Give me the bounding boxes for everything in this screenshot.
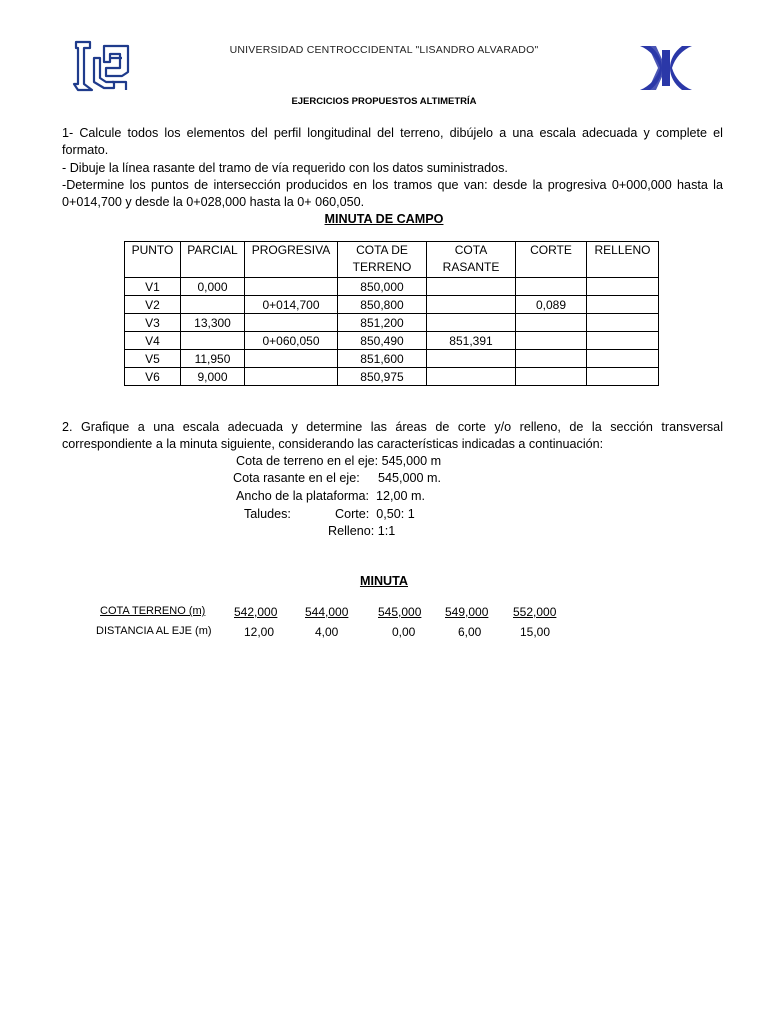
table-cell: 0+014,700 xyxy=(245,296,338,314)
spec-corte: Corte: 0,50: 1 xyxy=(335,507,415,521)
table-cell: 851,200 xyxy=(338,314,427,332)
table-cell xyxy=(245,350,338,368)
table-cell: 9,000 xyxy=(181,368,245,386)
table-cell: 13,300 xyxy=(181,314,245,332)
table-cell: V1 xyxy=(125,278,181,296)
table-row xyxy=(125,368,659,386)
spec-cota-rasante-value: 545,000 m. xyxy=(378,471,442,485)
table-row xyxy=(125,278,659,296)
field-table xyxy=(124,241,659,386)
table-cell xyxy=(427,278,516,296)
table-cell xyxy=(516,278,587,296)
table-cell xyxy=(427,368,516,386)
spec-cota-rasante-label: Cota rasante en el eje: xyxy=(233,471,360,485)
distancia-value: 12,00 xyxy=(244,625,275,639)
spec-cota-terreno: Cota de terreno en el eje: 545,000 m xyxy=(236,454,442,468)
table-cell: 850,000 xyxy=(338,278,427,296)
col-header: PUNTO xyxy=(125,242,181,278)
cota-value: 544,000 xyxy=(305,605,349,619)
distancia-eje-label: DISTANCIA AL EJE (m) xyxy=(96,625,212,637)
cota-value: 552,000 xyxy=(513,605,557,619)
spec-taludes-label: Taludes: xyxy=(244,507,291,521)
exercise1-instruction-1: 1- Calcule todos los elementos del perfil longitudinal del terreno, dibújelo a una escala adecuada y complete el formato. xyxy=(62,126,723,157)
col-header: RELLENO xyxy=(587,242,659,278)
spec-relleno: Relleno: 1:1 xyxy=(328,524,396,538)
page-title: EJERCICIOS PROPUESTOS ALTIMETRÍA xyxy=(291,96,477,107)
table-row xyxy=(125,350,659,368)
col-header: PROGRESIVA xyxy=(245,242,338,278)
table-cell xyxy=(587,350,659,368)
table-cell xyxy=(587,278,659,296)
exercise1-instruction-3: -Determine los puntos de intersección producidos en los tramos que van: desde la progresiva 0+000,000 hasta la 0+014,700 y desde la 0+028,000 hasta la 0+ 060,050. xyxy=(62,178,723,209)
table-cell xyxy=(181,296,245,314)
table-row xyxy=(125,296,659,314)
cota-value: 542,000 xyxy=(234,605,278,619)
col-header: PARCIAL xyxy=(181,242,245,278)
distancia-value: 0,00 xyxy=(392,625,416,639)
table-cell xyxy=(245,278,338,296)
table-cell: V2 xyxy=(125,296,181,314)
exercise2-instruction: 2. Grafique a una escala adecuada y determine las áreas de corte y/o relleno, de la sección transversal correspondiente a la minuta siguiente, considerando las características indicadas a continuación: xyxy=(62,420,723,451)
table-cell xyxy=(427,314,516,332)
table-cell: 0+060,050 xyxy=(245,332,338,350)
table-cell xyxy=(516,314,587,332)
table-cell xyxy=(245,368,338,386)
cota-value: 545,000 xyxy=(378,605,422,619)
table-cell: V6 xyxy=(125,368,181,386)
table-cell xyxy=(587,332,659,350)
university-name: UNIVERSIDAD CENTROCCIDENTAL "LISANDRO ALVARADO" xyxy=(229,44,539,56)
field-table-title: MINUTA DE CAMPO xyxy=(324,212,444,226)
distancia-value: 6,00 xyxy=(458,625,482,639)
table-cell: V3 xyxy=(125,314,181,332)
distancia-value: 15,00 xyxy=(520,625,551,639)
spec-ancho: Ancho de la plataforma: 12,00 m. xyxy=(236,489,426,503)
table-cell xyxy=(587,296,659,314)
table-cell: 851,600 xyxy=(338,350,427,368)
table-cell: 11,950 xyxy=(181,350,245,368)
col-header: COTA DE TERRENO xyxy=(338,242,427,278)
table-header-row xyxy=(125,242,659,278)
table-cell: 851,391 xyxy=(427,332,516,350)
cota-terreno-label: COTA TERRENO (m) xyxy=(100,605,206,617)
table-cell xyxy=(587,314,659,332)
table-cell: V4 xyxy=(125,332,181,350)
distancia-value: 4,00 xyxy=(315,625,339,639)
table-cell: 850,975 xyxy=(338,368,427,386)
table-row xyxy=(125,314,659,332)
table-cell: 0,000 xyxy=(181,278,245,296)
table-cell xyxy=(516,350,587,368)
cota-value: 549,000 xyxy=(445,605,489,619)
table-cell xyxy=(245,314,338,332)
table-cell: 850,800 xyxy=(338,296,427,314)
col-header: CORTE xyxy=(516,242,587,278)
table-cell xyxy=(587,368,659,386)
table-cell: 850,490 xyxy=(338,332,427,350)
table-row xyxy=(125,332,659,350)
exercise1-instruction-2: - Dibuje la línea rasante del tramo de vía requerido con los datos suministrados. xyxy=(62,161,508,175)
table-cell: 0,089 xyxy=(516,296,587,314)
table-cell xyxy=(516,332,587,350)
table-cell xyxy=(516,368,587,386)
table-cell: V5 xyxy=(125,350,181,368)
table-cell xyxy=(181,332,245,350)
col-header: COTA RASANTE xyxy=(427,242,516,278)
minuta-title: MINUTA xyxy=(359,574,409,588)
table-cell xyxy=(427,350,516,368)
table-cell xyxy=(427,296,516,314)
